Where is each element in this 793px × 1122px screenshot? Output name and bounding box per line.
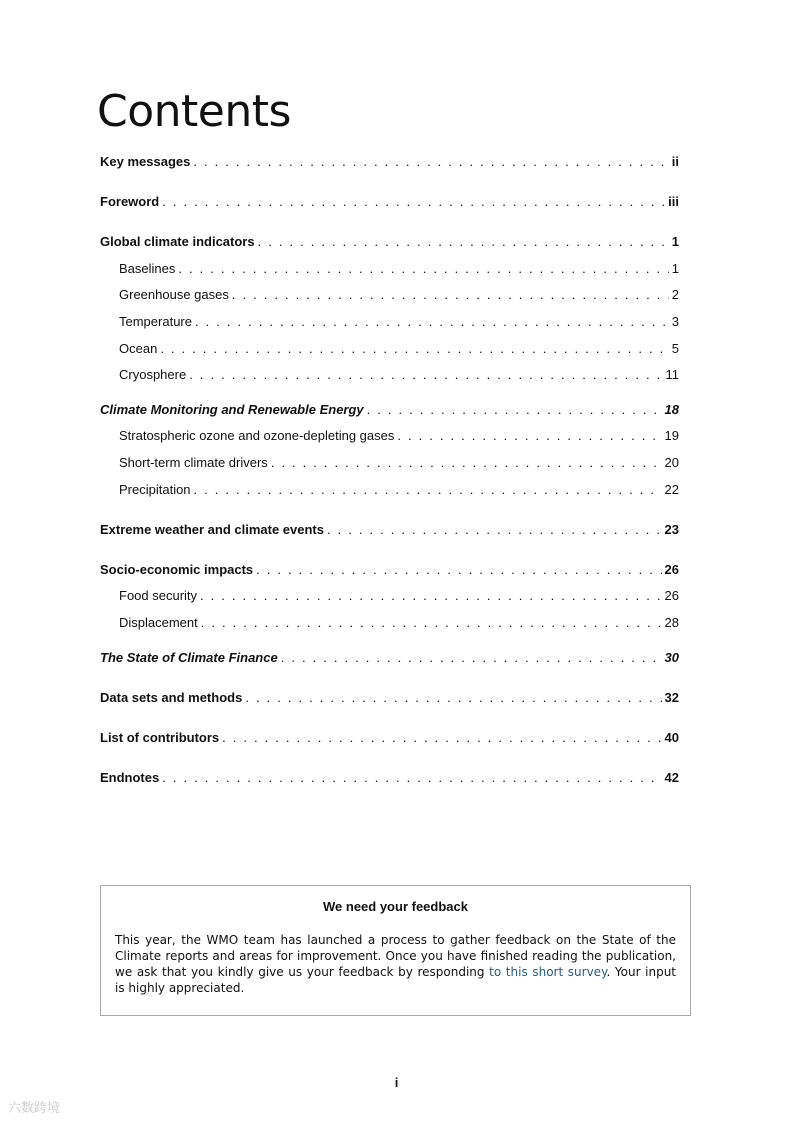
watermark: 六数跨境 — [8, 1101, 61, 1116]
toc-entry-greenhouse-gases[interactable] — [119, 285, 679, 305]
toc-label: Displacement — [119, 615, 198, 630]
dot-leader — [256, 560, 661, 580]
toc-label: Extreme weather and climate events — [100, 522, 324, 537]
dot-leader — [189, 365, 662, 385]
feedback-text — [115, 932, 676, 996]
feedback-box — [100, 885, 691, 1016]
dot-leader — [327, 520, 662, 540]
dot-leader — [178, 259, 668, 279]
feedback-text-after: . Your input is highly appreciated. — [115, 965, 677, 995]
toc-page-number: 40 — [664, 730, 679, 745]
toc-entry-baselines[interactable] — [119, 259, 679, 279]
toc-page-number: 5 — [671, 341, 679, 356]
feedback-title: We need your feedback — [323, 899, 468, 914]
toc-label: Climate Monitoring and Renewable Energy — [100, 402, 364, 417]
toc-label: Baselines — [119, 261, 176, 276]
page-title: Contents — [97, 86, 291, 137]
toc-entry-list-of-contributors[interactable] — [100, 728, 679, 748]
toc-label: Temperature — [119, 314, 192, 329]
toc-entry-climate-monitoring-renewable-energy[interactable] — [100, 400, 679, 420]
toc-page-number: iii — [668, 194, 679, 209]
toc-label: Endnotes — [100, 770, 160, 785]
dot-leader — [200, 586, 661, 606]
toc-page-number: 26 — [664, 588, 679, 603]
toc-label: Precipitation — [119, 482, 191, 497]
toc-page-number: 30 — [664, 650, 679, 665]
toc-label: Key messages — [100, 154, 191, 169]
toc-entry-global-climate-indicators[interactable] — [100, 232, 679, 252]
dot-leader — [201, 613, 662, 633]
dot-leader — [258, 232, 669, 252]
toc-label: Greenhouse gases — [119, 287, 229, 302]
toc-label: Short-term climate drivers — [119, 455, 268, 470]
toc-entry-socio-economic-impacts[interactable] — [100, 560, 679, 580]
toc-label: Global climate indicators — [100, 234, 255, 249]
toc-label: Data sets and methods — [100, 690, 243, 705]
dot-leader — [232, 285, 669, 305]
toc-page-number: 1 — [671, 261, 679, 276]
dot-leader — [367, 400, 662, 420]
feedback-text-before: This year, the WMO team has launched a process to gather feedback on the State of the Climate reports and areas for improvement. Once you have finished reading the publication, we ask that you kindly give us your feedback by responding — [115, 933, 676, 979]
toc-label: Cryosphere — [119, 367, 187, 382]
toc-entry-endnotes[interactable] — [100, 768, 679, 788]
toc-page-number: 1 — [671, 234, 679, 249]
toc-page-number: 22 — [664, 482, 679, 497]
toc-label: Foreword — [100, 194, 160, 209]
dot-leader — [162, 768, 661, 788]
toc-page-number: 42 — [664, 770, 679, 785]
toc-page-number: 3 — [671, 314, 679, 329]
toc-entry-short-term-climate-drivers[interactable] — [119, 453, 679, 473]
page-number: i — [394, 1075, 399, 1090]
toc-label: Stratospheric ozone and ozone-depleting gases — [119, 428, 395, 443]
toc-page-number: 28 — [664, 615, 679, 630]
toc-entry-displacement[interactable] — [119, 613, 679, 633]
dot-leader — [281, 648, 662, 668]
dot-leader — [222, 728, 661, 748]
dot-leader — [245, 688, 661, 708]
toc-page-number: 11 — [665, 367, 679, 382]
dot-leader — [271, 453, 662, 473]
toc-page-number: 32 — [664, 690, 679, 705]
toc-entry-ocean[interactable] — [119, 339, 679, 359]
toc-entry-key-messages[interactable] — [100, 152, 679, 172]
dot-leader — [195, 312, 669, 332]
dot-leader — [162, 192, 665, 212]
dot-leader — [397, 426, 661, 446]
toc-label: Socio-economic impacts — [100, 562, 254, 577]
dot-leader — [193, 152, 668, 172]
toc-entry-precipitation[interactable] — [119, 480, 679, 500]
toc-page-number: 23 — [664, 522, 679, 537]
toc-label: The State of Climate Finance — [100, 650, 278, 665]
dot-leader — [160, 339, 668, 359]
survey-link[interactable]: to this short survey — [489, 965, 607, 979]
dot-leader — [194, 480, 662, 500]
toc-entry-temperature[interactable] — [119, 312, 679, 332]
toc-page-number: 20 — [664, 455, 679, 470]
toc-entry-state-of-climate-finance[interactable] — [100, 648, 679, 668]
toc-label: Food security — [119, 588, 198, 603]
toc-page-number: 19 — [664, 428, 679, 443]
toc-entry-data-sets-and-methods[interactable] — [100, 688, 679, 708]
toc-entry-foreword[interactable] — [100, 192, 679, 212]
toc-page-number: 18 — [664, 402, 679, 417]
toc-entry-cryosphere[interactable] — [119, 365, 679, 385]
toc-page-number: ii — [671, 154, 679, 169]
toc-entry-food-security[interactable] — [119, 586, 679, 606]
toc-entry-extreme-weather[interactable] — [100, 520, 679, 540]
toc-entry-stratospheric-ozone[interactable] — [119, 426, 679, 446]
toc-label: List of contributors — [100, 730, 220, 745]
toc-page-number: 26 — [664, 562, 679, 577]
toc-page-number: 2 — [671, 287, 679, 302]
toc-label: Ocean — [119, 341, 158, 356]
